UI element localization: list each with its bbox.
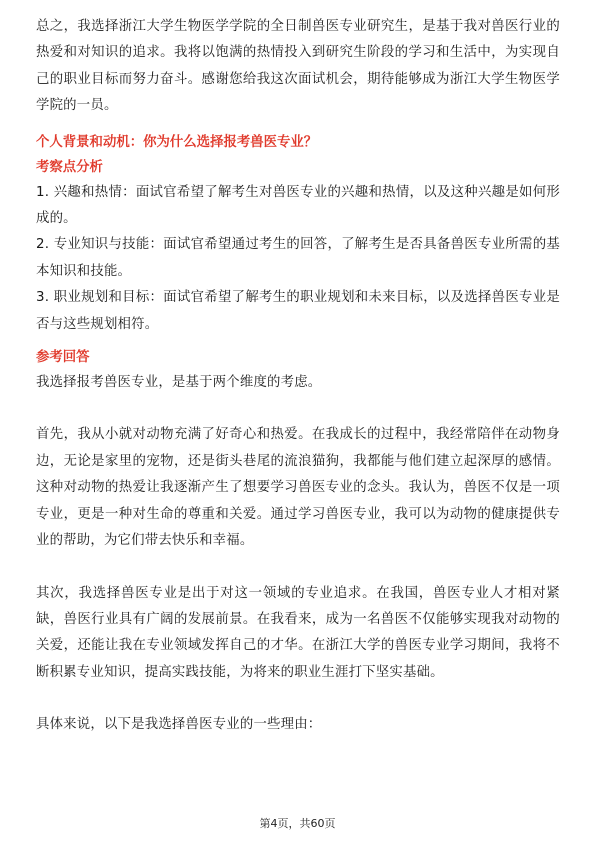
analysis-point-2: 2. 专业知识与技能：面试官希望通过考生的回答，了解考生是否具备兽医专业所需的基本知识和技能。 — [36, 237, 560, 279]
document-page — [36, 14, 560, 739]
analysis-point-3: 3. 职业规划和目标：面试官希望了解考生的职业规划和未来目标，以及选择兽医专业是否与这些规划相符。 — [36, 290, 560, 332]
analysis-point-1: 1. 兴趣和热情：面试官希望了解考生对兽医专业的兴趣和热情，以及这种兴趣是如何形成的。 — [36, 184, 560, 227]
page-footer: 第4页，共60页 — [259, 817, 336, 830]
answer-paragraph-3: 其次，我选择兽医专业是出于对这一领域的专业追求。在我国，兽医专业人才相对紧缺，兽医行业具有广阔的发展前景。在我看来，成为一名兽医不仅能够实现我对动物的关爱，还能让我在专业领域发挥自己的才华。在浙江大学的兽医专业学习期间，我将不断积累专业知识，提高实践技能，为将来的职业生涯打下坚实基础。 — [36, 585, 560, 680]
analysis-heading: 考察点分析 — [36, 159, 103, 175]
answer-paragraph-4: 具体来说，以下是我选择兽医专业的一些理由： — [36, 717, 322, 733]
answer-paragraph-2: 首先，我从小就对动物充满了好奇心和热爱。在我成长的过程中，我经常陪伴在动物身边，无论是家里的宠物，还是街头巷尾的流浪猫狗，我都能与他们建立起深厚的感情。这种对动物的热爱让我逐渐产生了想要学习兽医专业的念头。我认为，兽医不仅是一项专业，更是一种对生命的尊重和关爱。通过学习兽医专业，我可以为动物的健康提供专业的帮助，为它们带去快乐和幸福。 — [36, 427, 560, 549]
answer-heading: 参考回答 — [36, 350, 90, 366]
intro-paragraph: 总之，我选择浙江大学生物医学学院的全日制兽医专业研究生，是基于我对兽医行业的热爱和对知识的追求。我将以饱满的热情投入到研究生阶段的学习和生活中，为实现自己的职业目标而努力奋斗。感谢您给我这次面试机会，期待能够成为浙江大学生物医学学院的一员。 — [36, 19, 560, 114]
question-title: 个人背景和动机：你为什么选择报考兽医专业？ — [36, 134, 318, 150]
answer-paragraph-1: 我选择报考兽医专业，是基于两个维度的考虑。 — [36, 375, 322, 391]
